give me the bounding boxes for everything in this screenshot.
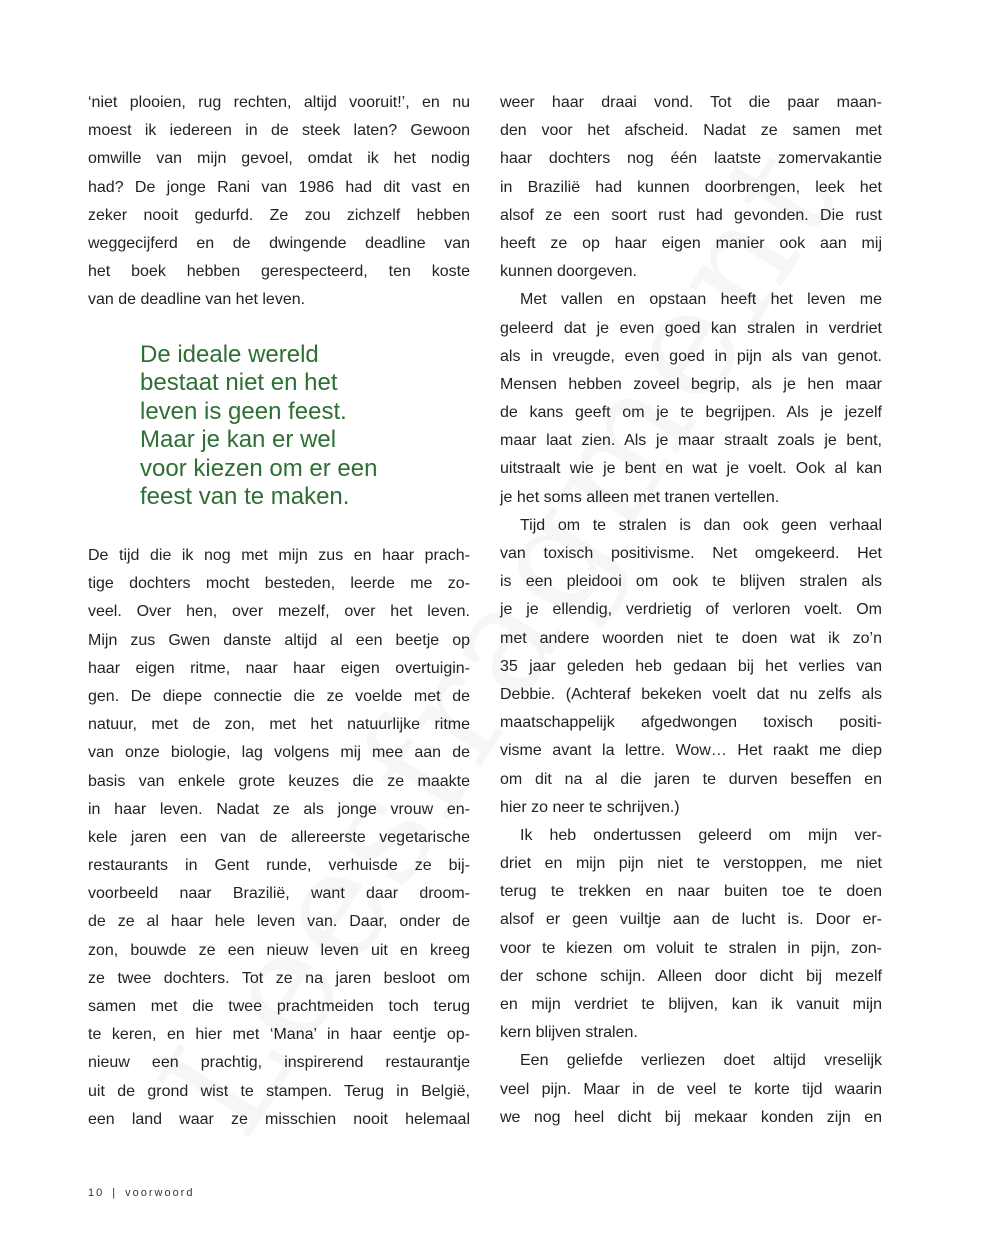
- text-line: van onze biologie, lag volgens mij mee aan de: [88, 744, 470, 762]
- text-line: omwille van mijn gevoel, omdat ik het nodig: [88, 150, 470, 168]
- text-line: maatschappelijk afgedwongen toxisch positi-: [500, 714, 882, 732]
- text-line: van toxisch positivisme. Net omgekeerd. Het: [500, 545, 882, 562]
- text-line: hier zo neer te schrijven.): [500, 798, 680, 816]
- text-line: kern blijven stralen.: [500, 1024, 638, 1042]
- quote-line: voor kiezen om er een: [140, 454, 378, 482]
- quote-line: leven is geen feest.: [140, 397, 347, 425]
- text-line: zeker nooit gedurfd. Ze zou zichzelf hebben: [88, 206, 470, 224]
- text-line: ze twee dochters. Tot ze na jaren besloot om: [88, 969, 470, 987]
- quote-line: Maar je kan er wel: [140, 426, 337, 454]
- text-line: alsof er geen vuiltje aan de lucht is. Door er-: [500, 911, 882, 929]
- text-line: alsof ze een soort rust had gevonden. Die rust: [500, 206, 882, 224]
- text-line: met andere woorden niet te doen wat ik zo’n: [500, 629, 882, 647]
- text-line: Mensen hebben zoveel begrip, als je hen maar: [500, 375, 882, 393]
- text-line: is een pleidooi om ook te blijven stralen als: [500, 573, 882, 591]
- paragraph: [500, 822, 882, 1048]
- text-line: uit de grond wist te stampen. Terug in België,: [88, 1082, 470, 1100]
- text-line: moest ik iedereen in de steek laten? Gewoon: [88, 122, 470, 140]
- text-line: driet en mijn pijn niet te verstoppen, me niet: [500, 855, 882, 873]
- text-line: de ze al haar hele leven van. Daar, onder de: [88, 913, 470, 931]
- paragraph: [500, 1047, 882, 1132]
- text-line: voor te kiezen om voluit te stralen in pijn, zon-: [500, 939, 882, 957]
- left-column-bottom: [88, 542, 470, 1134]
- text-line: Ik heb ondertussen geleerd om mijn ver-: [520, 826, 882, 844]
- text-line: ‘niet plooien, rug rechten, altijd vooruit!’, en nu: [88, 94, 470, 111]
- pull-quote: [140, 341, 377, 511]
- text-line: Tijd om te stralen is dan ook geen verhaal: [520, 516, 882, 534]
- text-line: de kans geeft om je te begrijpen. Als je jezelf: [500, 404, 882, 422]
- text-line: in haar leven. Nadat ze als jonge vrouw en-: [88, 800, 470, 818]
- page-number: 10: [88, 1187, 105, 1199]
- right-column: [500, 89, 882, 1132]
- text-line: haar dochters nog één laatste zomervakantie: [500, 150, 882, 168]
- text-line: we nog heel dicht bij mekaar konden zijn en: [500, 1108, 882, 1126]
- text-line: een land waar ze misschien nooit helemaal: [88, 1110, 470, 1128]
- quote-line: De ideale wereld: [140, 341, 319, 368]
- paragraph: [500, 89, 882, 286]
- text-line: 35 jaar geleden heb gedaan bij het verlies van: [500, 657, 882, 675]
- text-line: om dit na al die jaren te durven beseffen en: [500, 770, 882, 788]
- section-title: voorwoord: [125, 1187, 195, 1199]
- text-line: der schone schijn. Alleen door dicht bij mezelf: [500, 967, 882, 985]
- text-line: Met vallen en opstaan heeft het leven me: [520, 291, 882, 309]
- footer-separator: |: [112, 1187, 118, 1199]
- text-line: samen met die twee prachtmeiden toch terug: [88, 998, 470, 1015]
- text-line: restaurants in Gent runde, verhuisde ze bij-: [88, 857, 470, 875]
- text-line: je je ellendig, verdrietig of verloren voelt. Om: [500, 601, 882, 619]
- text-line: te keren, en hier met ‘Mana’ in haar eentje op-: [88, 1026, 470, 1044]
- text-line: tige dochters mocht besteden, leerde me zo-: [88, 575, 470, 593]
- left-column-top: [88, 89, 470, 315]
- page-footer: [88, 1187, 194, 1199]
- text-line: voorbeeld naar Brazilië, want daar droom-: [88, 885, 470, 903]
- text-line: weer haar draai vond. Tot die paar maan-: [500, 94, 882, 111]
- quote-line: bestaat niet en het: [140, 369, 338, 397]
- text-line: terug te trekken en naar buiten toe te doen: [500, 883, 882, 901]
- text-line: je het soms alleen met tranen vertellen.: [500, 488, 780, 506]
- text-line: nieuw een prachtig, inspirerend restaurantje: [88, 1054, 470, 1072]
- text-line: weggecijferd en de dwingende deadline van: [88, 234, 470, 252]
- text-line: Mijn zus Gwen danste altijd al een beetje op: [88, 631, 470, 649]
- text-line: in Brazilië had kunnen doorbrengen, leek het: [500, 178, 882, 196]
- text-line: visme avant la lettre. Wow… Het raakt me diep: [500, 742, 882, 760]
- text-line: geleerd dat je even goed kan stralen in verdriet: [500, 319, 882, 337]
- text-line: basis van enkele grote keuzes die ze maakte: [88, 772, 470, 790]
- paragraph: [88, 89, 470, 315]
- text-line: het boek hebben gerespecteerd, ten koste: [88, 263, 470, 281]
- text-line: kunnen doorgeven.: [500, 263, 637, 281]
- text-line: en mijn verdriet te blijven, kan ik vanuit mijn: [500, 996, 882, 1013]
- text-line: had? De jonge Rani van 1986 had dit vast en: [88, 178, 470, 196]
- paragraph: [500, 512, 882, 822]
- text-line: van de deadline van het leven.: [88, 291, 306, 309]
- text-line: kele jaren een van de allereerste vegetarische: [88, 828, 470, 846]
- text-line: zon, bouwde ze een nieuw leven uit en kreeg: [88, 941, 470, 959]
- text-line: Debbie. (Achteraf bekeken voelt dat nu zelfs als: [500, 685, 882, 703]
- text-line: Een geliefde verliezen doet altijd vreselijk: [520, 1052, 882, 1070]
- text-line: De tijd die ik nog met mijn zus en haar prach-: [88, 547, 470, 564]
- text-line: den voor het afscheid. Nadat ze samen met: [500, 122, 882, 140]
- text-line: veel. Over hen, over mezelf, over het leven.: [88, 603, 470, 621]
- quote-line: feest van te maken.: [140, 482, 350, 510]
- text-line: haar eigen ritme, naar haar eigen overtuigin-: [88, 659, 470, 677]
- text-line: maar laat zien. Als je maar straalt zoals je bent,: [500, 432, 882, 450]
- text-line: natuur, met de zon, met het natuurlijke ritme: [88, 716, 470, 734]
- paragraph: [88, 542, 470, 1134]
- text-line: veel pijn. Maar in de veel te korte tijd waarin: [500, 1080, 882, 1098]
- text-line: heeft ze op haar eigen manier ook aan mij: [500, 234, 882, 252]
- paragraph: [500, 286, 882, 512]
- text-line: uitstraalt wie je bent en wat je voelt. Ook al kan: [500, 460, 882, 478]
- text-line: als in vreugde, even goed in pijn als van genot.: [500, 347, 882, 365]
- text-line: gen. De diepe connectie die ze voelde met de: [88, 687, 470, 705]
